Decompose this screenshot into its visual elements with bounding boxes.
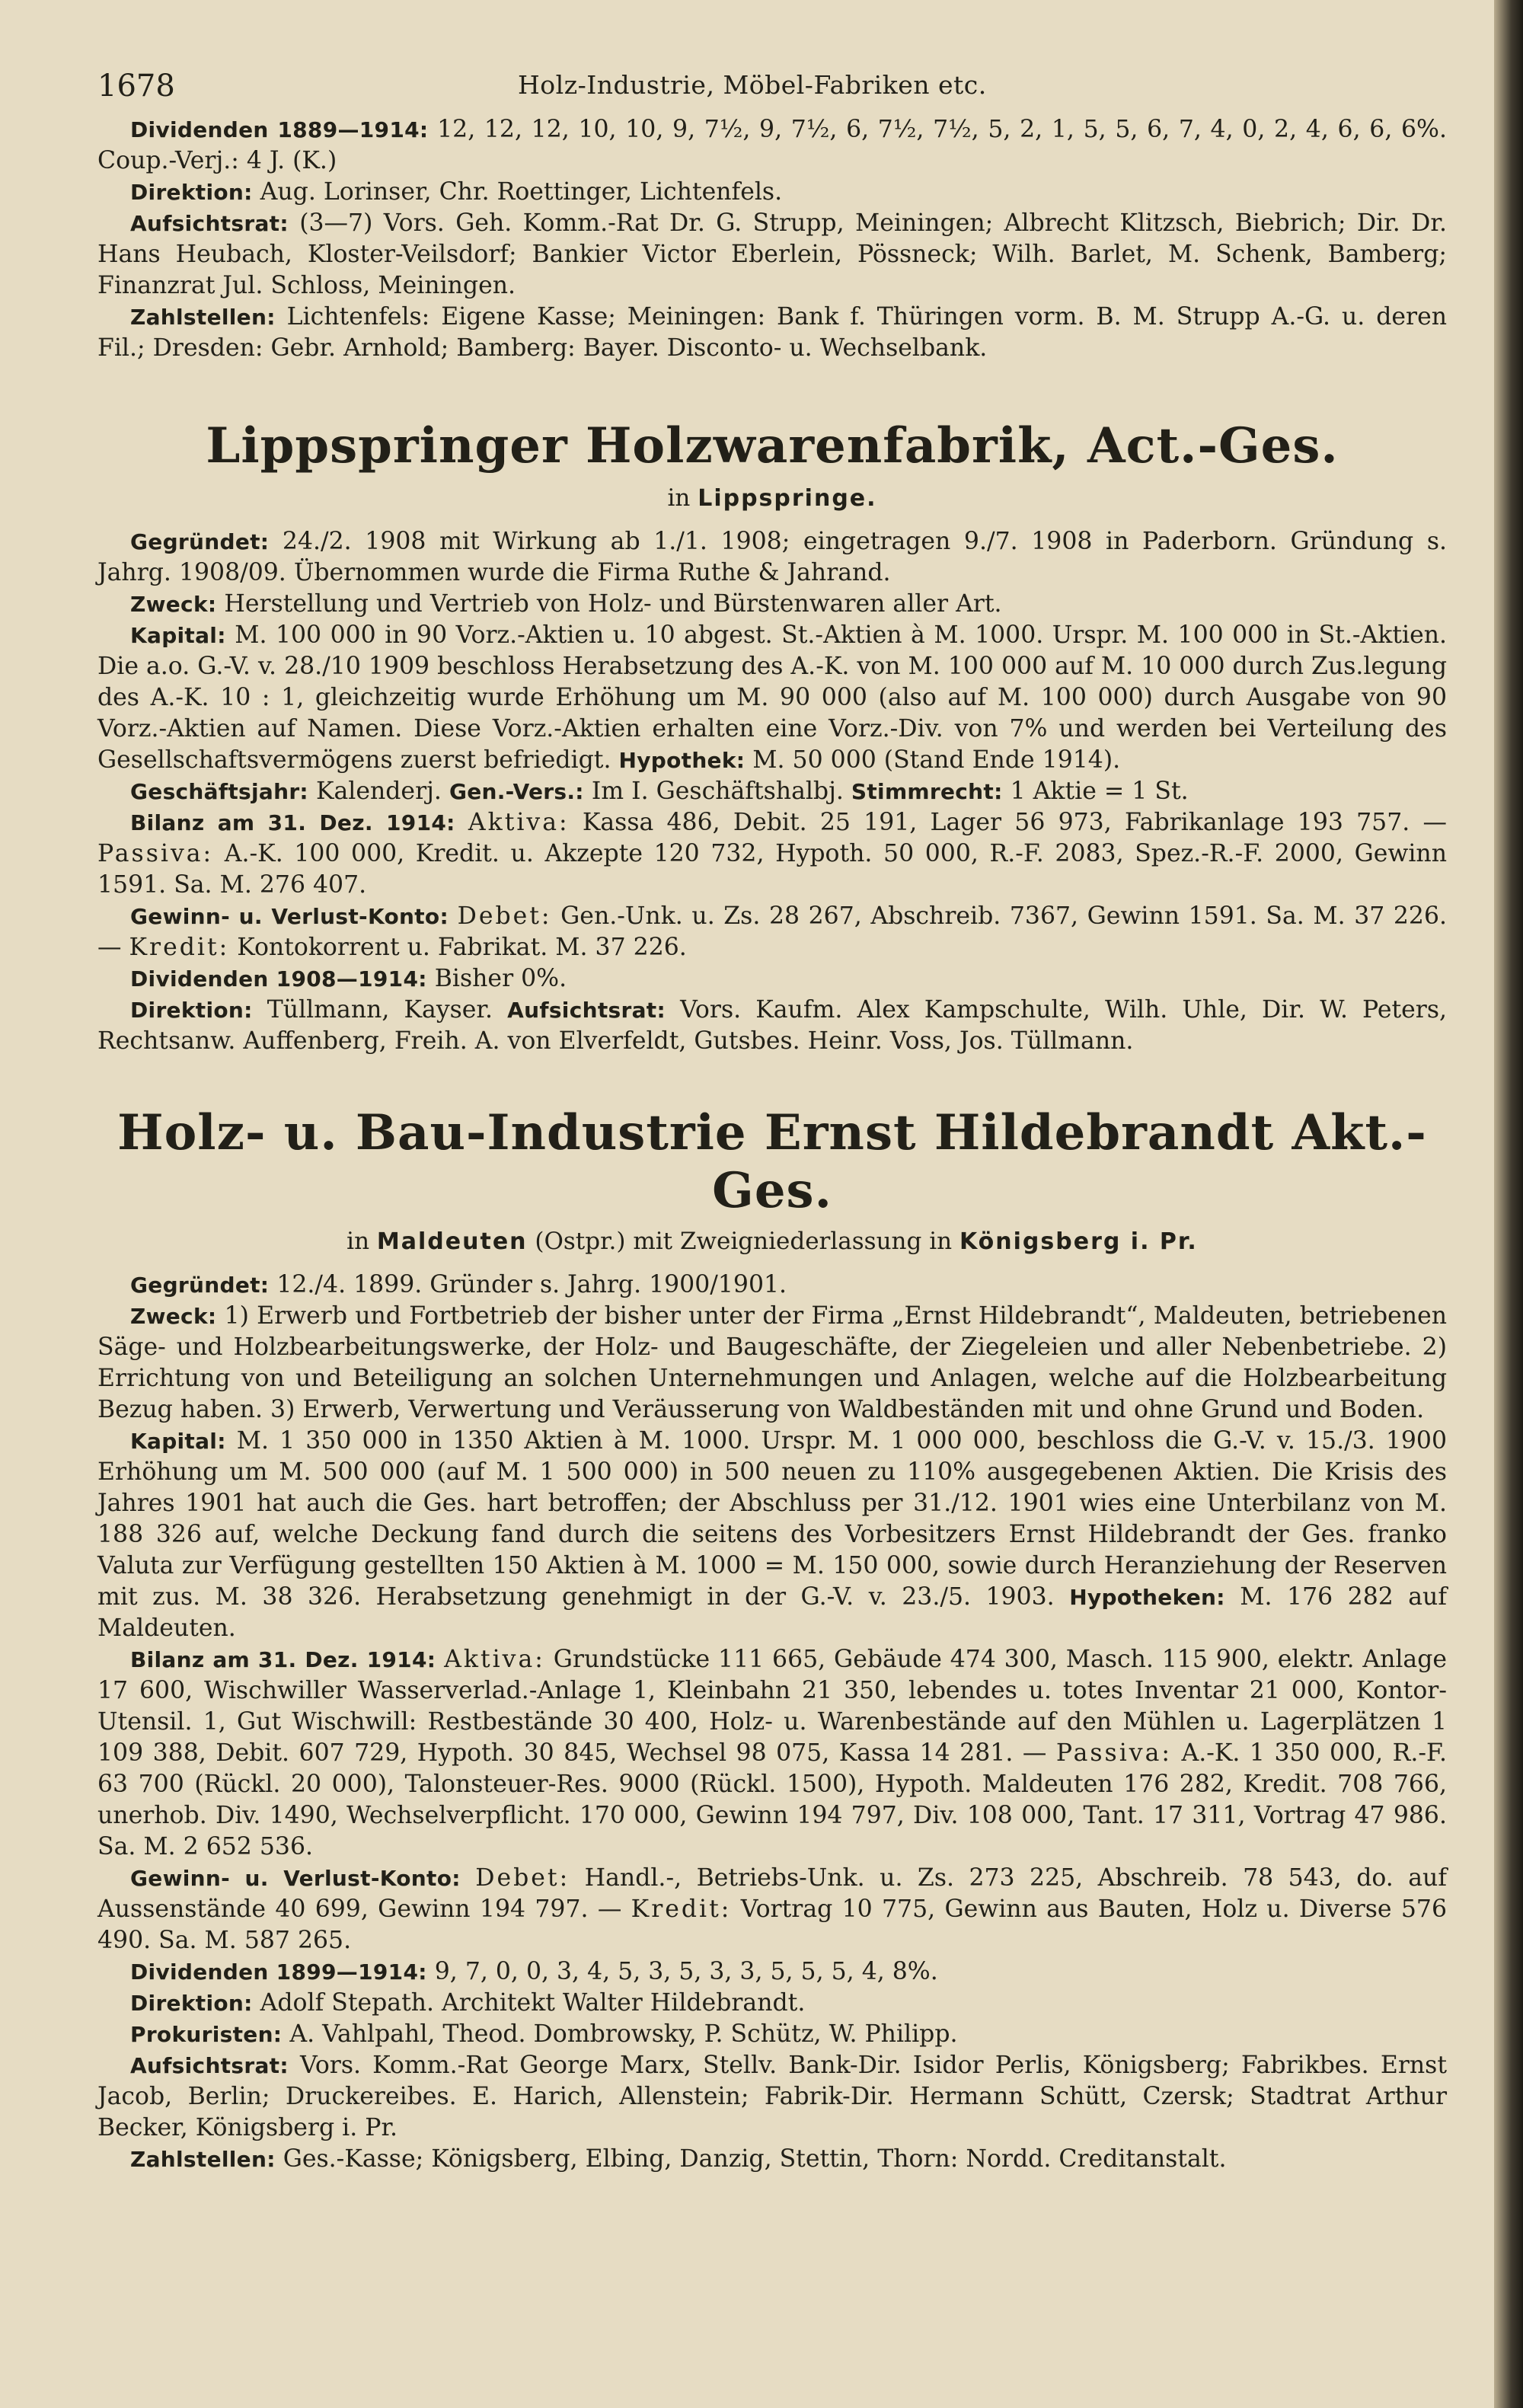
- text: Kalenderj.: [315, 778, 442, 805]
- loc-city: Lippspringe.: [698, 485, 877, 512]
- company2-purpose: [97, 1301, 1447, 1426]
- text: Tüllmann, Kayser.: [267, 996, 493, 1024]
- company2-procurists: [97, 2019, 1447, 2050]
- running-head: [97, 61, 1447, 114]
- label: Direktion:: [130, 180, 253, 205]
- text: 12, 12, 12, 10, 10, 9, 7½, 9, 7½, 6, 7½, 7½, 5, 2, 1, 5, 5, 6, 7, 4, 0, 2, 4, 6, 6, 6%. Coup.-Verj.: 4 J. (K.): [97, 116, 1448, 174]
- company2-name: Holz- u. Bau-Industrie Ernst Hildebrandt Akt.-Ges.: [117, 1104, 1427, 1219]
- company1-capital: [97, 620, 1447, 776]
- credit-label: Kredit:: [129, 934, 230, 961]
- company1-name: Lippspringer Holzwarenfabrik, Act.-Ges.: [206, 417, 1339, 474]
- loc-prefix: in: [667, 484, 691, 512]
- label: Bilanz am 31. Dez. 1914:: [130, 810, 455, 835]
- credit-label: Kredit:: [631, 1895, 732, 1923]
- label: Aufsichtsrat:: [507, 998, 666, 1023]
- text: 9, 7, 0, 0, 3, 4, 5, 3, 5, 3, 3, 5, 5, 5, 4, 8%.: [434, 1958, 938, 1985]
- label: Gewinn- u. Verlust-Konto:: [130, 1866, 461, 1891]
- company2-direction: [97, 1988, 1447, 2019]
- text: Ges.-Kasse; Königsberg, Elbing, Danzig, Stettin, Thorn: Nordd. Creditanstalt.: [283, 2145, 1227, 2173]
- text: Vors. Kaufm. Alex Kampschulte, Wilh. Uhle, Dir. W. Peters, Rechtsanw. Auffenberg, Freih. A. von Elverfeldt, Gutsbes. Heinr. Voss, Jos. Tüllmann.: [97, 996, 1448, 1055]
- label: Zahlstellen:: [130, 2147, 276, 2172]
- label: Stimmrecht:: [851, 779, 1003, 804]
- loc-city: Maldeuten: [376, 1228, 528, 1255]
- text: Herstellung und Vertrieb von Holz- und Bürstenwaren aller Art.: [224, 590, 1002, 618]
- text: A.-K. 100 000, Kredit. u. Akzepte 120 732, Hypoth. 50 000, R.-F. 2083, Spez.-R.-F. 2000, Gewinn 1591. Sa. M. 276 407.: [97, 840, 1447, 899]
- liab-label: Passiva:: [1055, 1739, 1172, 1767]
- text: Vors. Komm.-Rat George Marx, Stellv. Bank-Dir. Isidor Perlis, Königsberg; Fabrikbes. Ernst Jacob, Berlin; Druckereibes. E. Harich, Allenstein; Fabrik-Dir. Hermann Schütt, Czersk; Stadtrat Arthur Becker, Königsberg i. Pr.: [97, 2052, 1447, 2141]
- text: A.-K. 1 350 000, R.-F. 63 700 (Rückl. 20 000), Talonsteuer-Res. 9000 (Rückl. 1500), Hypoth. Maldeuten 176 282, Kredit. 708 766, unerhob. Div. 1490, Wechselverpflicht. 170 000, Gewinn 194 797, Div. 108 000, Tant. 17 311, Vortrag 47 986. Sa. M. 2 652 536.: [97, 1739, 1448, 1860]
- company2-board: [97, 2050, 1447, 2144]
- text: Gen.-Unk. u. Zs. 28 267, Abschreib. 7367, Gewinn 1591. Sa. M. 37 226. —: [97, 902, 1448, 961]
- company1-purpose: [97, 589, 1447, 620]
- company1-founded: [97, 526, 1447, 589]
- text: M. 176 282 auf Maldeuten.: [97, 1583, 1448, 1642]
- text: Aug. Lorinser, Chr. Roettinger, Lichtenfels.: [260, 178, 783, 206]
- running-title: Holz-Industrie, Möbel-Fabriken etc.: [518, 70, 987, 100]
- content: [97, 61, 1447, 2175]
- label: Hypothek:: [618, 748, 746, 773]
- text: Kassa 486, Debit. 25 191, Lager 56 973, Fabrikanlage 193 757. —: [582, 809, 1447, 836]
- text: Vortrag 10 775, Gewinn aus Bauten, Holz u. Diverse 576 490. Sa. M. 587 265.: [97, 1895, 1448, 1954]
- page-number: 1678: [97, 69, 175, 104]
- label: Direktion:: [130, 1991, 253, 2016]
- text: Handl.-, Betriebs-Unk. u. Zs. 273 225, Abschreib. 78 543, do. auf Aussenstände 40 699, Gewinn 194 797. —: [97, 1864, 1447, 1923]
- previous-dividends: [97, 114, 1447, 177]
- company2-pl: [97, 1863, 1447, 1956]
- label: Kapital:: [130, 1429, 226, 1454]
- label: Zahlstellen:: [130, 305, 276, 330]
- text: M. 100 000 in 90 Vorz.-Aktien u. 10 abgest. St.-Aktien à M. 1000. Urspr. M. 100 000 in St.-Aktien. Die a.o. G.-V. v. 28./10 1909 beschloss Herabsetzung des A.-K. von M. 100 000 auf M. 10 000 durch Zus.legung des A.-K. 10 : 1, gleichzeitig wurde Erhöhung um M. 90 000 (also auf M. 100 000) durch Ausgabe von 90 Vorz.-Aktien auf Namen. Diese Vorz.-Aktien erhalten eine Vorz.-Div. von 7% und werden bei Verteilung des Gesellschaftsvermögens zuerst befriedigt.: [97, 621, 1448, 774]
- label: Bilanz am 31. Dez. 1914:: [130, 1647, 436, 1672]
- text: Adolf Stepath. Architekt Walter Hildebrandt.: [260, 1989, 806, 2017]
- company2-location: [97, 1225, 1447, 1259]
- label: Gewinn- u. Verlust-Konto:: [130, 904, 449, 929]
- text: M. 50 000 (Stand Ende 1914).: [752, 746, 1121, 774]
- loc-city2: Königsberg i. Pr.: [959, 1228, 1198, 1255]
- text: 12./4. 1899. Gründer s. Jahrg. 1900/1901.: [276, 1271, 787, 1298]
- label: Gegründet:: [130, 1273, 270, 1298]
- company2-dividends: [97, 1956, 1447, 1988]
- liab-label: Passiva:: [97, 840, 214, 867]
- company2-capital: [97, 1426, 1447, 1644]
- text: 1 Aktie = 1 St.: [1010, 778, 1189, 805]
- label: Dividenden 1899—1914:: [130, 1959, 427, 1985]
- label: Zweck:: [130, 592, 217, 617]
- company1-meta: [97, 776, 1447, 807]
- company1-pl: [97, 901, 1447, 963]
- label: Hypotheken:: [1069, 1585, 1225, 1610]
- debit-label: Debet:: [457, 902, 552, 930]
- label: Gen.-Vers.:: [449, 779, 584, 804]
- previous-board: [97, 208, 1447, 302]
- label: Prokuristen:: [130, 2022, 283, 2047]
- loc-prefix: in: [346, 1228, 370, 1255]
- text: M. 1 350 000 in 1350 Aktien à M. 1000. Urspr. M. 1 000 000, beschloss die G.-V. v. 15./3. 1900 Erhöhung um M. 500 000 (auf M. 1 500 000) in 500 neuen zu 110% ausgegebenen Aktien. Die Krisis des Jahres 1901 hat auch die Ges. hart betroffen; der Abschluss per 31./12. 1901 wies eine Unterbilanz von M. 188 326 auf, welche Deckung fand durch die seitens des Vorbesitzers Ernst Hildebrandt der Ges. franko Valuta zur Verfügung gestellten 150 Aktien à M. 1000 = M. 150 000, sowie durch Heranziehung der Reserven mit zus. M. 38 326. Herabsetzung genehmigt in der G.-V. v. 23./5. 1903.: [97, 1427, 1447, 1611]
- text: Grundstücke 111 665, Gebäude 474 300, Masch. 115 900, elektr. Anlage 17 600, Wischwiller Wasserverlad.-Anlage 1, Kleinbahn 21 350, lebendes u. totes Inventar 21 000, Kontor-Utensil. 1, Gut Wischwill: Restbestände 30 400, Holz- u. Warenbestände auf den Mühlen u. Lagerplätzen 1 109 388, Debit. 607 729, Hypoth. 30 845, Wechsel 98 075, Kassa 14 281. —: [97, 1646, 1448, 1767]
- label: Geschäftsjahr:: [130, 779, 308, 804]
- book-edge: [1494, 0, 1523, 2408]
- text: Im I. Geschäftshalbj.: [591, 778, 844, 805]
- label: Direktion:: [130, 998, 253, 1023]
- label: Aufsichtsrat:: [130, 211, 289, 236]
- debit-label: Debet:: [475, 1864, 570, 1892]
- label: Aufsichtsrat:: [130, 2053, 289, 2078]
- previous-direction: [97, 177, 1447, 208]
- text: 24./2. 1908 mit Wirkung ab 1./1. 1908; eingetragen 9./7. 1908 in Paderborn. Gründung s. Jahrg. 1908/09. Übernommen wurde die Firma Ruthe & Jahrand.: [97, 528, 1447, 586]
- text: Lichtenfels: Eigene Kasse; Meiningen: Bank f. Thüringen vorm. B. M. Strupp A.-G. u. deren Fil.; Dresden: Gebr. Arnhold; Bamberg: Bayer. Disconto- u. Wechselbank.: [97, 303, 1447, 362]
- company1-direction-board: [97, 995, 1447, 1057]
- text: 1) Erwerb und Fortbetrieb der bisher unter der Firma „Ernst Hildebrandt“, Maldeuten, betriebenen Säge- und Holzbearbeitungswerke, der Holz- und Baugeschäfte, der Ziegeleien und aller Nebenbetriebe. 2) Errichtung von und Beteiligung an solchen Unternehmungen und Anlagen, welche auf die Holzbearbeitung Bezug haben. 3) Erwerb, Verwertung und Veräusserung von Waldbeständen mit und ohne Grund und Boden.: [97, 1302, 1447, 1423]
- label: Gegründet:: [130, 529, 270, 554]
- company1-location: [97, 481, 1447, 516]
- label: Dividenden 1889—1914:: [130, 117, 429, 142]
- label: Zweck:: [130, 1304, 217, 1329]
- company2-paying: [97, 2144, 1447, 2175]
- text: (3—7) Vors. Geh. Komm.-Rat Dr. G. Strupp, Meiningen; Albrecht Klitzsch, Biebrich; Dir. Dr. Hans Heubach, Kloster-Veilsdorf; Bankier Victor Eberlein, Pössneck; Wilh. Barlet, M. Schenk, Bamberg; Finanzrat Jul. Schloss, Meiningen.: [97, 209, 1448, 299]
- label: Dividenden 1908—1914:: [130, 966, 427, 992]
- assets-label: Aktiva:: [468, 809, 570, 836]
- text: A. Vahlpahl, Theod. Dombrowsky, P. Schütz, W. Philipp.: [289, 2020, 958, 2048]
- assets-label: Aktiva:: [444, 1646, 545, 1673]
- company2-founded: [97, 1269, 1447, 1301]
- label: Kapital:: [130, 623, 226, 648]
- text: Kontokorrent u. Fabrikat. M. 37 226.: [237, 934, 687, 961]
- company2-balance: [97, 1644, 1447, 1863]
- text: Bisher 0%.: [434, 965, 567, 992]
- loc-mid: (Ostpr.) mit Zweigniederlassung in: [535, 1228, 953, 1255]
- previous-paying: [97, 302, 1447, 364]
- company1-balance: [97, 807, 1447, 901]
- company1-dividends: [97, 963, 1447, 995]
